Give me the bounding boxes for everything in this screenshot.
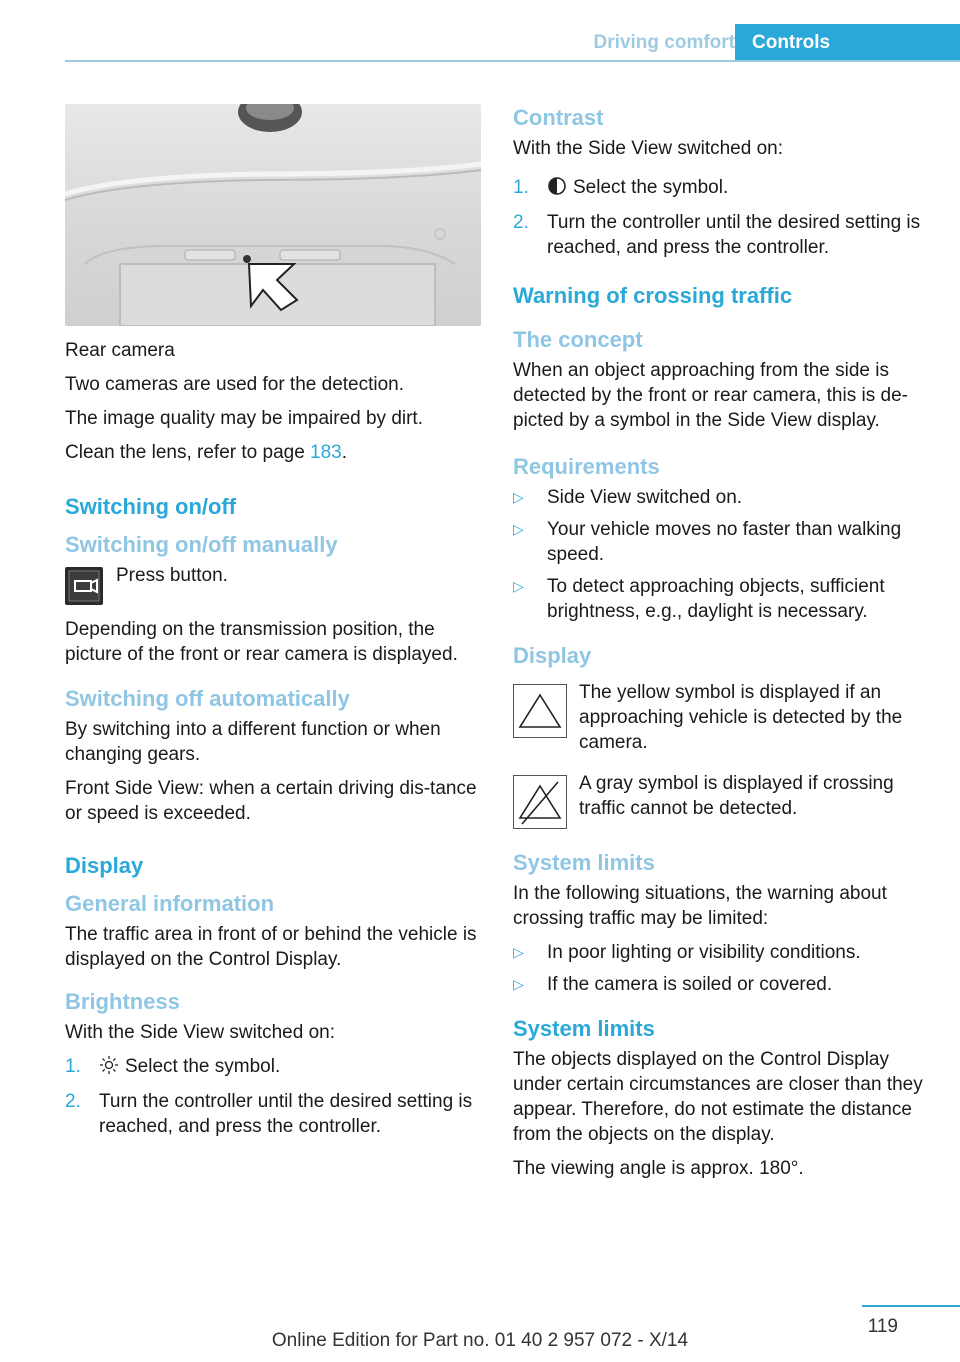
para-limits2: The objects displayed on the Control Display under certain circumstances are closer than they appear. Therefore, do not estimate the distance from the objects on the display. [513,1049,923,1145]
list-text: To detect approaching objects, sufficient brightness, e.g., daylight is necessary. [547,576,885,622]
camera-button-icon [65,567,103,605]
heading-brightness: Brightness [65,989,180,1014]
clean-lens-end: . [341,442,348,463]
para-transmission: Depending on the transmission position, the picture of the front or rear camera is displayed. [65,619,458,665]
heading-system-limits-1: System limits [513,850,655,875]
header-section: Driving comfort [593,32,735,53]
page-number-rule [862,1305,960,1307]
header-rule [65,60,960,62]
para-auto2: Front Side View: when a certain driving dis‐tance or speed is exceeded. [65,778,477,824]
requirements-list [513,485,929,624]
header-tab: Controls [735,24,960,62]
left-column [65,104,481,1148]
press-button-row [65,563,481,605]
display-gray-text: A gray symbol is displayed if crossing traffic cannot be detected. [579,773,894,819]
para-two-cameras: Two cameras are used for the detection. [65,374,405,395]
right-column [513,104,929,1190]
step-text: Select the symbol. [573,177,729,198]
list-item [513,972,929,997]
para-limits1: In the following situations, the warning about crossing traffic may be limited: [513,883,887,929]
list-item [65,1089,481,1139]
para-concept: When an object approaching from the side is detected by the front or rear camera, this is de‐picted by a symbol in the Side View display. [513,360,908,431]
footer-edition: Online Edition for Part no. 01 40 2 957 072 - X/14 [271,1330,689,1351]
step-text: Turn the controller until the desired setting is reached, and press the controller. [99,1091,473,1137]
rear-camera-illustration [65,104,481,326]
bullet-triangle-icon: ▷ [513,944,524,960]
press-button-text: Press button. [116,565,228,586]
bullet-triangle-icon: ▷ [513,976,524,992]
heading-display-right: Display [513,643,592,668]
list-text: Your vehicle moves no faster than walking speed. [547,519,902,565]
heading-switching: Switching on/off [65,494,237,519]
heading-auto-off: Switching off automatically [65,686,350,711]
list-item [513,485,929,510]
step-text: Select the symbol. [125,1056,281,1077]
heading-concept: The concept [513,327,643,352]
heading-warning-crossing: Warning of crossing traffic [513,283,793,308]
contrast-icon [547,176,567,203]
heading-manually: Switching on/off manually [65,532,338,557]
photo-caption: Rear camera [65,340,175,361]
page-link-183[interactable]: 183 [310,442,342,463]
step-number: 2. [513,212,529,233]
heading-contrast: Contrast [513,105,604,130]
para-contrast: With the Side View switched on: [513,138,784,159]
para-image-quality: The image quality may be impaired by dirt. [65,408,423,429]
limits-list [513,940,929,997]
para-viewing-angle: The viewing angle is approx. 180°. [513,1158,804,1179]
list-text: If the camera is soiled or covered. [547,974,833,995]
para-brightness: With the Side View switched on: [65,1022,336,1043]
page-number: 119 [867,1316,898,1337]
bullet-triangle-icon: ▷ [513,489,524,505]
list-item [513,210,929,260]
heading-general-info: General information [65,891,275,916]
display-yellow-row [513,680,929,755]
warning-triangle-crossed-icon [513,775,567,829]
para-clean-lens [65,440,481,465]
bullet-triangle-icon: ▷ [513,578,524,594]
warning-triangle-icon [513,684,567,738]
step-number: 2. [65,1091,81,1112]
para-general: The traffic area in front of or behind the vehicle is displayed on the Control Display. [65,924,477,970]
step-number: 1. [513,177,529,198]
step-number: 1. [65,1056,81,1077]
heading-requirements: Requirements [513,454,660,479]
list-text: In poor lighting or visibility conditions. [547,942,861,963]
heading-display: Display [65,853,144,878]
list-text: Side View switched on. [547,487,743,508]
clean-lens-text: Clean the lens, refer to page [65,442,311,463]
list-item [513,517,929,567]
list-item [513,175,929,203]
rear-camera-photo [65,104,481,326]
display-yellow-text: The yellow symbol is displayed if an approaching vehicle is detected by the camera. [579,682,903,753]
sun-brightness-icon [99,1055,119,1082]
para-auto1: By switching into a different function or when changing gears. [65,719,441,765]
list-item [513,940,929,965]
list-item [65,1054,481,1082]
brightness-steps [65,1054,481,1139]
list-item [513,574,929,624]
step-text: Turn the controller until the desired setting is reached, and press the controller. [547,212,921,258]
page-header [65,24,960,62]
heading-system-limits-2: System limits [513,1016,655,1041]
bullet-triangle-icon: ▷ [513,521,524,537]
display-gray-row [513,771,929,829]
contrast-steps [513,175,929,260]
